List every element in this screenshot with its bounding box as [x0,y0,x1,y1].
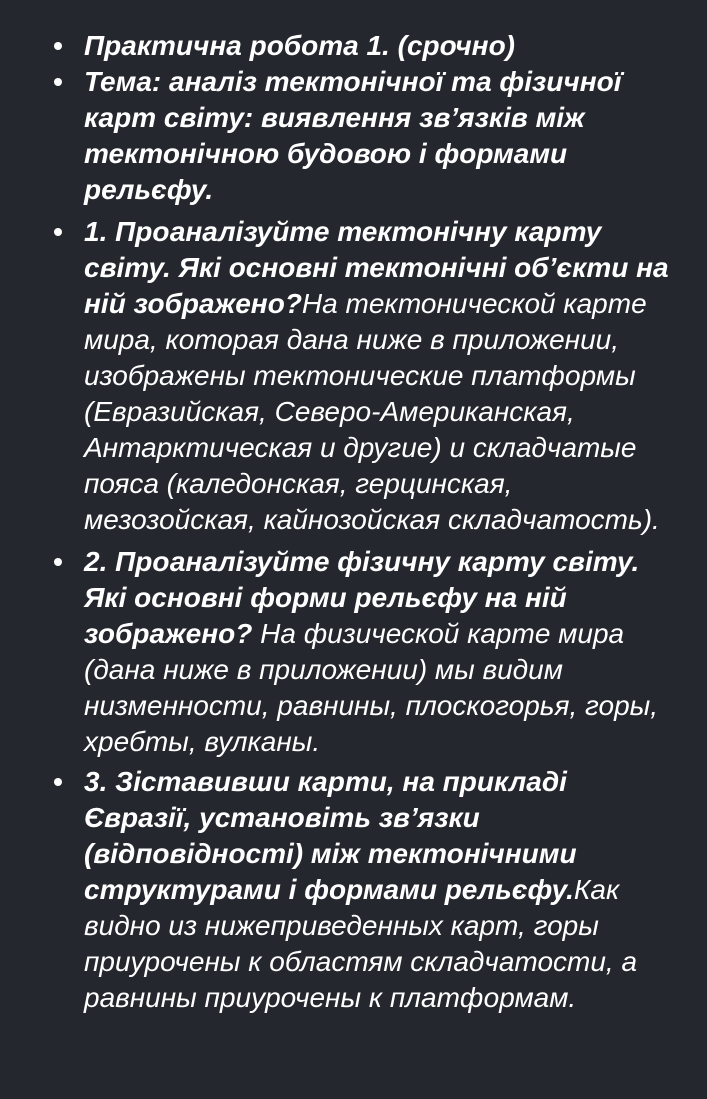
bullet-dot-icon [54,778,62,786]
bullet-dot-icon [54,42,62,50]
list-item-task-1 [0,214,707,538]
bullet-dot-icon [54,228,62,236]
task-1-answer: На тектонической карте мира, которая дана ниже в приложении, изображены тектонические платформы (Евразийская, Северо-Американская, Антарктическая и другие) и складчатые пояса (каледонская, герцинская, мезозойская, кайнозойская складчатость). [84,288,660,535]
bullet-list [0,28,707,1016]
work-title: Практична робота 1. (срочно) [84,30,515,61]
bullet-dot-icon [54,558,62,566]
task-3-answer: Как видно из нижеприведенных карт, горы приурочены к областям складчатости, а равнины приурочены к платформам. [84,874,638,1013]
list-item-topic [0,64,707,208]
task-2-question: 2. Проаналізуйте фізичну карту світу. Які основні форми рельєфу на ній зображено? [84,546,640,649]
topic-text: Тема: аналіз тектонічної та фізичної карт світу: виявлення зв’язків між тектонічною будовою і формами рельєфу. [84,66,622,205]
document-body [0,28,707,1016]
list-item-task-2 [0,544,707,760]
list-item-title [0,28,707,64]
list-item-task-3 [0,764,707,1016]
task-2-answer: На физической карте мира (дана ниже в приложении) мы видим низменности, равнины, плоскогорья, горы, хребты, вулканы. [84,618,659,757]
task-1-question: 1. Проаналізуйте тектонічну карту світу. Які основні тектонічні об’єкти на ній зображено? [84,216,669,319]
bullet-dot-icon [54,78,62,86]
task-3-question: 3. Зіставивши карти, на прикладі Євразії, установіть зв’язки (відповідності) між тектонічними структурами і формами рельєфу. [84,766,577,905]
